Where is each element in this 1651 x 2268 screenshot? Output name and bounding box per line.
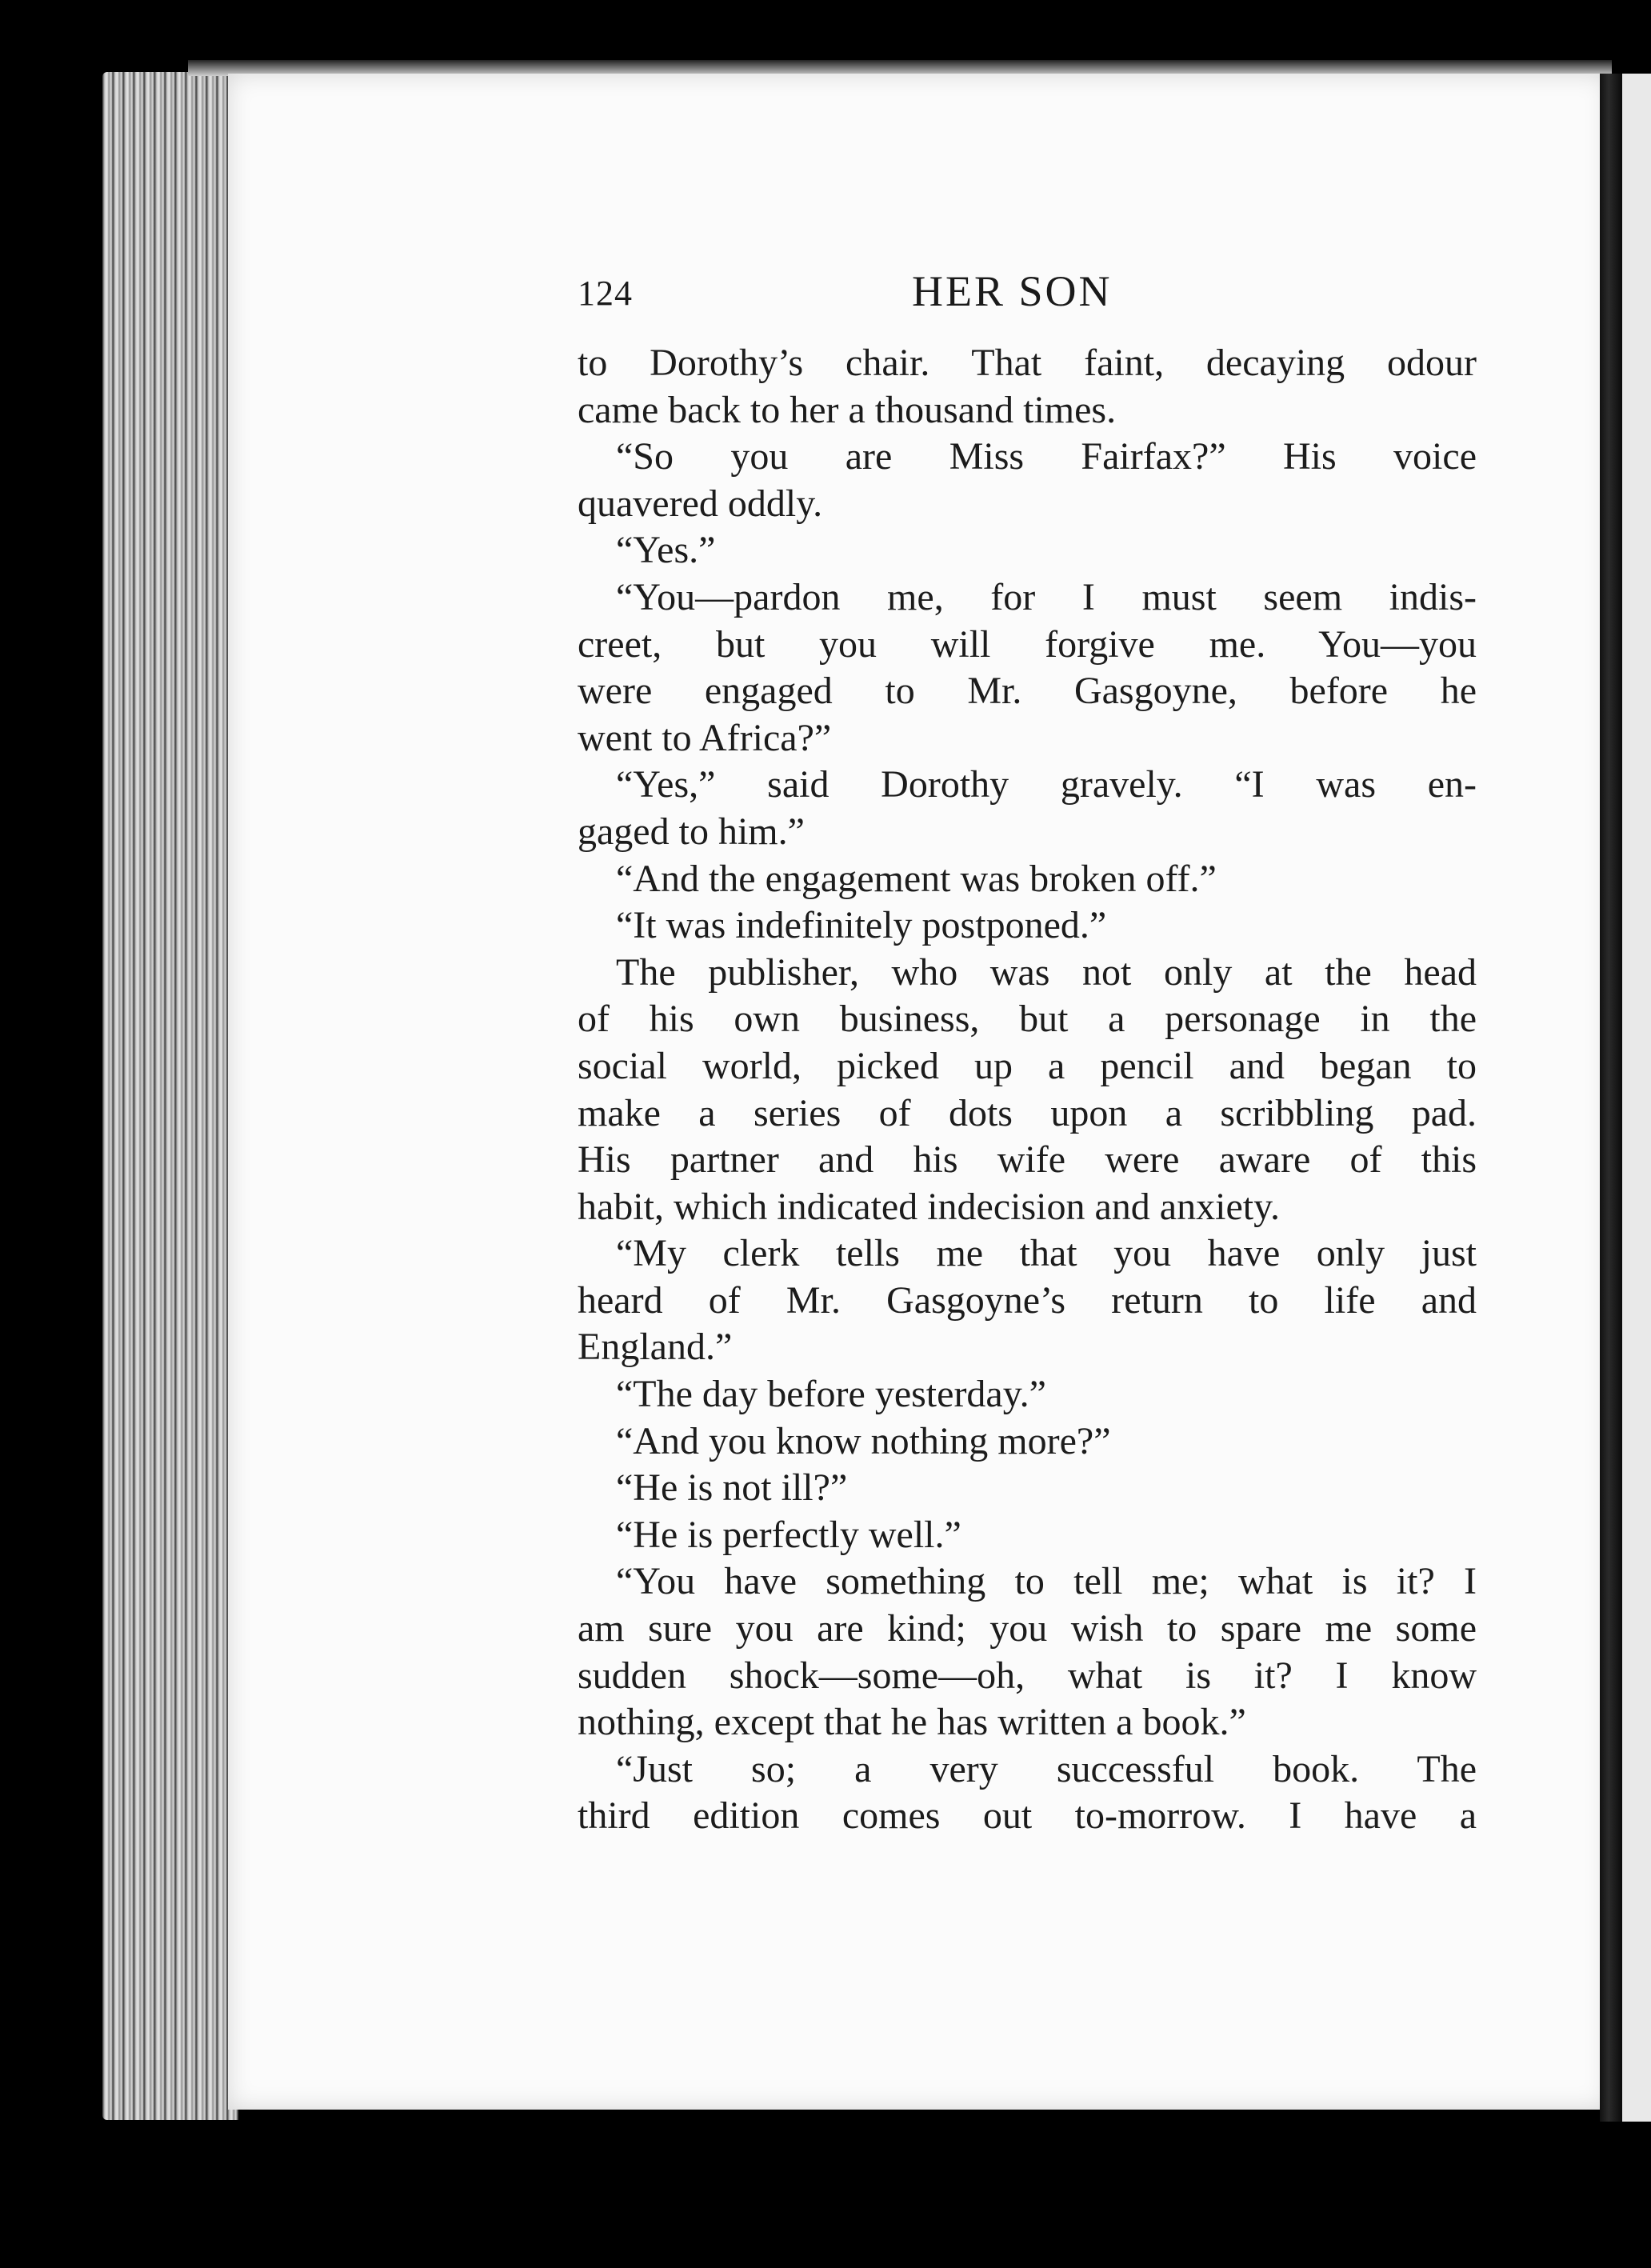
- text-line: quavered oddly.: [578, 482, 823, 525]
- text-line: “He is not ill?”: [616, 1466, 848, 1510]
- text-line: “The day before yesterday.”: [616, 1373, 1046, 1416]
- binding-shadow: [1600, 74, 1622, 2122]
- text-line: “You—pardon me, for I must seem indis-: [616, 575, 1477, 618]
- page-edges: [102, 72, 238, 2120]
- text-line: went to Africa?”: [578, 716, 832, 759]
- text-line: creet, but you will forgive me. You—you: [578, 622, 1477, 666]
- text-line: of his own business, but a personage in the: [578, 998, 1477, 1041]
- facing-page-edge: [1622, 74, 1651, 2122]
- text-line: “Yes.”: [616, 529, 716, 572]
- running-head: HER SON: [912, 267, 1113, 315]
- text-line: to Dorothy’s chair. That faint, decaying odour: [578, 342, 1477, 384]
- text-line: His partner and his wife were aware of this: [578, 1138, 1477, 1182]
- text-line: were engaged to Mr. Gasgoyne, before he: [578, 670, 1477, 713]
- text-line: third edition comes out to-morrow. I have a: [578, 1794, 1477, 1838]
- text-line: “It was indefinitely postponed.”: [616, 904, 1107, 947]
- text-line: habit, which indicated indecision and anxiety.: [578, 1185, 1280, 1228]
- body-text: [578, 340, 1477, 1840]
- text-line: sudden shock—some—oh, what is it? I know: [578, 1654, 1477, 1697]
- text-line: “And you know nothing more?”: [616, 1419, 1111, 1462]
- text-line: am sure you are kind; you wish to spare me some: [578, 1607, 1477, 1650]
- text-line: “You have something to tell me; what is it? I: [616, 1560, 1477, 1603]
- text-line: The publisher, who was not only at the head: [616, 950, 1477, 994]
- page-header: [578, 266, 1477, 322]
- text-line: “Just so; a very successful book. The: [616, 1747, 1477, 1790]
- text-line: “So you are Miss Fairfax?” His voice: [616, 435, 1477, 478]
- text-line: nothing, except that he has written a book.”: [578, 1701, 1246, 1744]
- text-line: make a series of dots upon a scribbling pad.: [578, 1091, 1477, 1134]
- page-number: 124: [578, 274, 633, 313]
- text-line: “Yes,” said Dorothy gravely. “I was en-: [616, 763, 1477, 806]
- text-line: “And the engagement was broken off.”: [616, 857, 1217, 900]
- text-line: social world, picked up a pencil and began to: [578, 1044, 1477, 1087]
- text-line: England.”: [578, 1326, 733, 1369]
- text-line: came back to her a thousand times.: [578, 388, 1117, 431]
- text-line: gaged to him.”: [578, 810, 805, 853]
- text-line: “He is perfectly well.”: [616, 1513, 961, 1556]
- text-line: “My clerk tells me that you have only just: [616, 1232, 1477, 1275]
- text-line: heard of Mr. Gasgoyne’s return to life and: [578, 1278, 1477, 1322]
